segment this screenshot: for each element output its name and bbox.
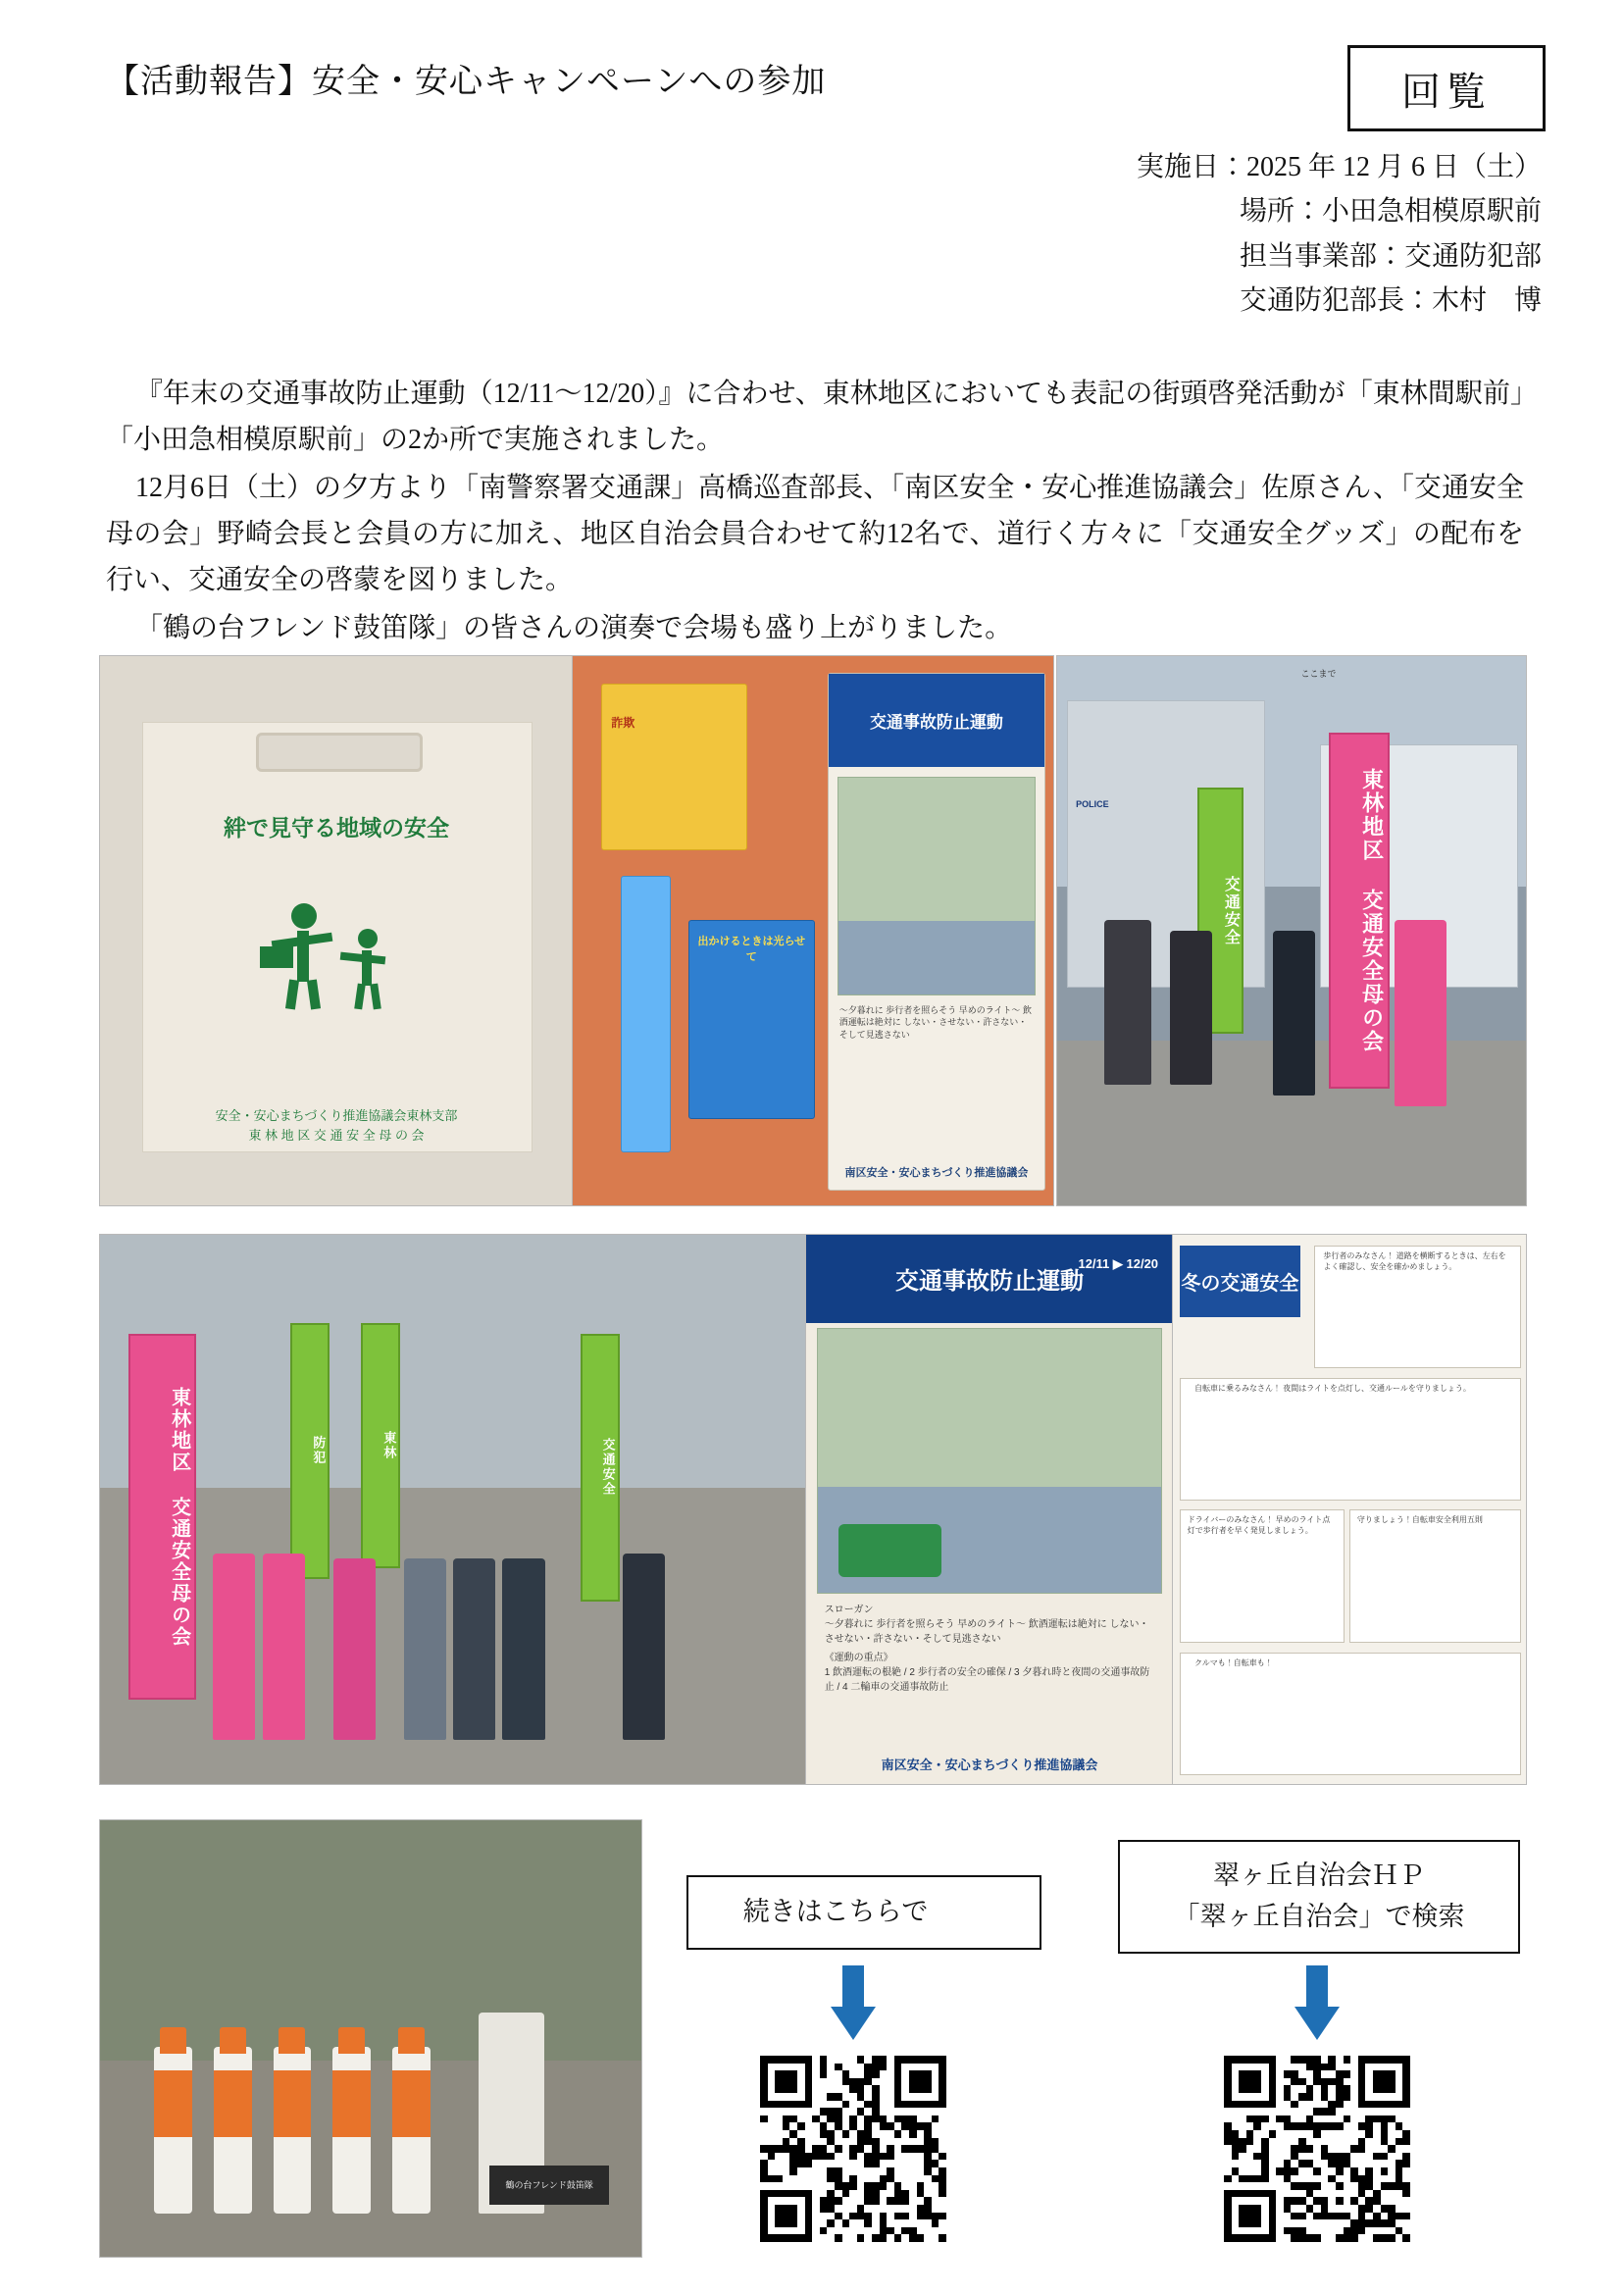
winter-cell-5-text: クルマも！自転車も！ bbox=[1194, 1657, 1273, 1667]
flyer-footer: 南区安全・安心まちづくり推進協議会 bbox=[844, 1166, 1029, 1179]
winter-cell-1 bbox=[1314, 1246, 1521, 1368]
tissue-pack bbox=[601, 684, 747, 850]
poster-illustration bbox=[817, 1328, 1162, 1594]
poster-slogan bbox=[825, 1603, 1155, 1695]
page-title: 【活動報告】安全・安心キャンペーンへの参加 bbox=[106, 64, 827, 100]
person-figure bbox=[213, 1554, 255, 1740]
poster-points-label: 《運動の重点》 bbox=[824, 1653, 893, 1664]
tissue-label: 詐欺 bbox=[611, 716, 635, 731]
banner-green-2: 東林 bbox=[361, 1323, 400, 1568]
photo-marching-band bbox=[99, 1819, 642, 2258]
document-header bbox=[106, 61, 1546, 345]
person-figure bbox=[453, 1558, 495, 1740]
photo-campaign-bag bbox=[99, 655, 574, 1206]
down-arrow-icon bbox=[1294, 1965, 1340, 2040]
meta-date: 実施日：2025 年 12 月 6 日（土） bbox=[1136, 152, 1542, 182]
continue-link-box-extension bbox=[981, 1875, 1041, 1950]
bag-footer-text bbox=[100, 1106, 573, 1145]
person-figure bbox=[404, 1558, 446, 1740]
banner-pink: 東林地区 交通安全母の会 bbox=[128, 1334, 196, 1701]
photo-campaign-goods bbox=[572, 655, 1054, 1206]
continue-link-box[interactable] bbox=[686, 1875, 985, 1950]
person-figure bbox=[502, 1558, 544, 1740]
circulation-stamp: 回覧 bbox=[1347, 45, 1546, 131]
banner-green: 交通安全 bbox=[1197, 788, 1243, 1033]
photo-street-campaign bbox=[1056, 655, 1527, 1206]
bag-sub-text-1: 安全・安心まちづくり推進協議会東林支部 bbox=[215, 1108, 458, 1124]
meta-department: 担当事業部：交通防犯部 bbox=[1239, 240, 1542, 272]
flyer-illustration bbox=[837, 777, 1037, 995]
poster-title-band bbox=[806, 1235, 1173, 1323]
person-figure bbox=[623, 1554, 665, 1740]
paragraph-3: 「鶴の台フレンド鼓笛隊」の皆さんの演奏で会場も盛り上がりました。 bbox=[135, 613, 1013, 644]
banner-green-3: 交通安全 bbox=[581, 1334, 620, 1602]
winter-cell-3 bbox=[1180, 1509, 1345, 1643]
paragraph-1: 『年末の交通事故防止運動（12/11〜12/20）』に合わせ、東林地区においても表記の街頭啓発活動が「東林間駅前」「小田急相模原駅前」の2か所で実施されました。 bbox=[106, 379, 1524, 456]
poster-title: 交通事故防止運動 bbox=[895, 1268, 1084, 1296]
meta-place: 場所：小田急相模原駅前 bbox=[1239, 196, 1542, 228]
banner-green-1: 防犯 bbox=[290, 1323, 330, 1580]
person-figure bbox=[333, 1558, 376, 1740]
poster-slogan-label: スローガン bbox=[824, 1605, 874, 1616]
bag-handle bbox=[256, 733, 423, 772]
continue-label: 続きはこちらで bbox=[742, 1897, 929, 1927]
hp-line-2: 「翠ヶ丘自治会」で検索 bbox=[1173, 1902, 1465, 1931]
winter-cell-2 bbox=[1180, 1378, 1521, 1501]
person-figure bbox=[1170, 931, 1212, 1085]
meta-manager: 交通防犯部長：木村 博 bbox=[1239, 285, 1542, 317]
bag-sub-text-2: 東 林 地 区 交 通 安 全 母 の 会 bbox=[248, 1127, 425, 1143]
bag-main-text: 絆で見守る地域の安全 bbox=[224, 814, 449, 841]
winter-cell-1-text: 歩行者のみなさん！ 道路を横断するときは、左右をよく確認し、安全を確かめましょう。 bbox=[1323, 1251, 1506, 1271]
winter-cell-4-text: 守りましょう！自転車安全利用五則 bbox=[1356, 1515, 1483, 1525]
qr-code-continue[interactable] bbox=[760, 2056, 946, 2242]
bag-figure-illustration bbox=[258, 903, 415, 1011]
flyer-title: 交通事故防止運動 bbox=[869, 712, 1003, 732]
banner-pink: 東林地区 交通安全母の会 bbox=[1329, 733, 1389, 1088]
person-figure bbox=[1104, 920, 1151, 1085]
document-meta bbox=[1137, 145, 1542, 323]
flyer-slogan-text: 〜夕暮れに 歩行者を照らそう 早めのライト〜 飲酒運転は絶対に しない・させない・許さない・そして見逃さない bbox=[838, 1004, 1032, 1040]
winter-cell-5 bbox=[1180, 1653, 1521, 1775]
campaign-flyer bbox=[828, 673, 1046, 1191]
flyer-title-band bbox=[829, 674, 1045, 767]
winter-cell-2-text: 自転車に乗るみなさん！ 夜間はライトを点灯し、交通ルールを守りましょう。 bbox=[1194, 1383, 1471, 1393]
qr-code-association-hp[interactable] bbox=[1224, 2056, 1410, 2242]
person-figure bbox=[1273, 931, 1315, 1096]
winter-cell-4 bbox=[1349, 1509, 1521, 1643]
winter-cell-3-text: ドライバーのみなさん！ 早めのライト点灯で歩行者を早く発見しましょう。 bbox=[1187, 1515, 1331, 1536]
down-arrow-icon bbox=[831, 1965, 876, 2040]
police-sign: POLICE bbox=[1076, 798, 1109, 809]
hp-line-1: 翠ヶ丘自治会ＨＰ bbox=[1213, 1861, 1425, 1891]
reflector-pack bbox=[688, 920, 815, 1120]
photo-winter-safety-leaflet bbox=[1172, 1234, 1527, 1785]
paragraph-2: 12月6日（土）の夕方より「南警察署交通課」高橋巡査部長、「南区安全・安心推進協議会」佐原さん、「交通安全母の会」野崎会長と会員の方に加え、地区自治会員合わせて約12名で、道行く方々に「交通安全グッズ」の配布を行い、交通安全の啓蒙を図りました。 bbox=[106, 473, 1524, 596]
poster-footer: 南区安全・安心まちづくり推進協議会 bbox=[881, 1757, 1098, 1772]
photo-participants-group bbox=[99, 1234, 807, 1785]
poster-period: 12/11 ▶ 12/20 bbox=[1078, 1256, 1159, 1272]
band-sign: 鶴の台フレンド鼓笛隊 bbox=[489, 2166, 608, 2205]
winter-title: 冬の交通安全 bbox=[1180, 1246, 1299, 1317]
person-figure bbox=[1395, 920, 1446, 1106]
poster-points: 1 飲酒運転の根絶 / 2 歩行者の安全の確保 / 3 夕暮れ時と夜間の交通事故防止 / 4 二輪車の交通事故防止 bbox=[824, 1667, 1150, 1694]
photo-campaign-poster bbox=[805, 1234, 1174, 1785]
street-sign-text: ここまで bbox=[1300, 669, 1337, 680]
person-figure bbox=[263, 1554, 305, 1740]
poster-slogan-body: 〜夕暮れに 歩行者を照らそう 早めのライト〜 飲酒運転は絶対に しない・させない・許さない・そして見逃さない bbox=[824, 1619, 1149, 1646]
reflector-pack-label: 出かけるときは光らせて bbox=[697, 935, 806, 963]
reflector-pen bbox=[621, 876, 671, 1152]
body-text bbox=[106, 371, 1524, 653]
association-hp-box[interactable] bbox=[1118, 1840, 1520, 1954]
